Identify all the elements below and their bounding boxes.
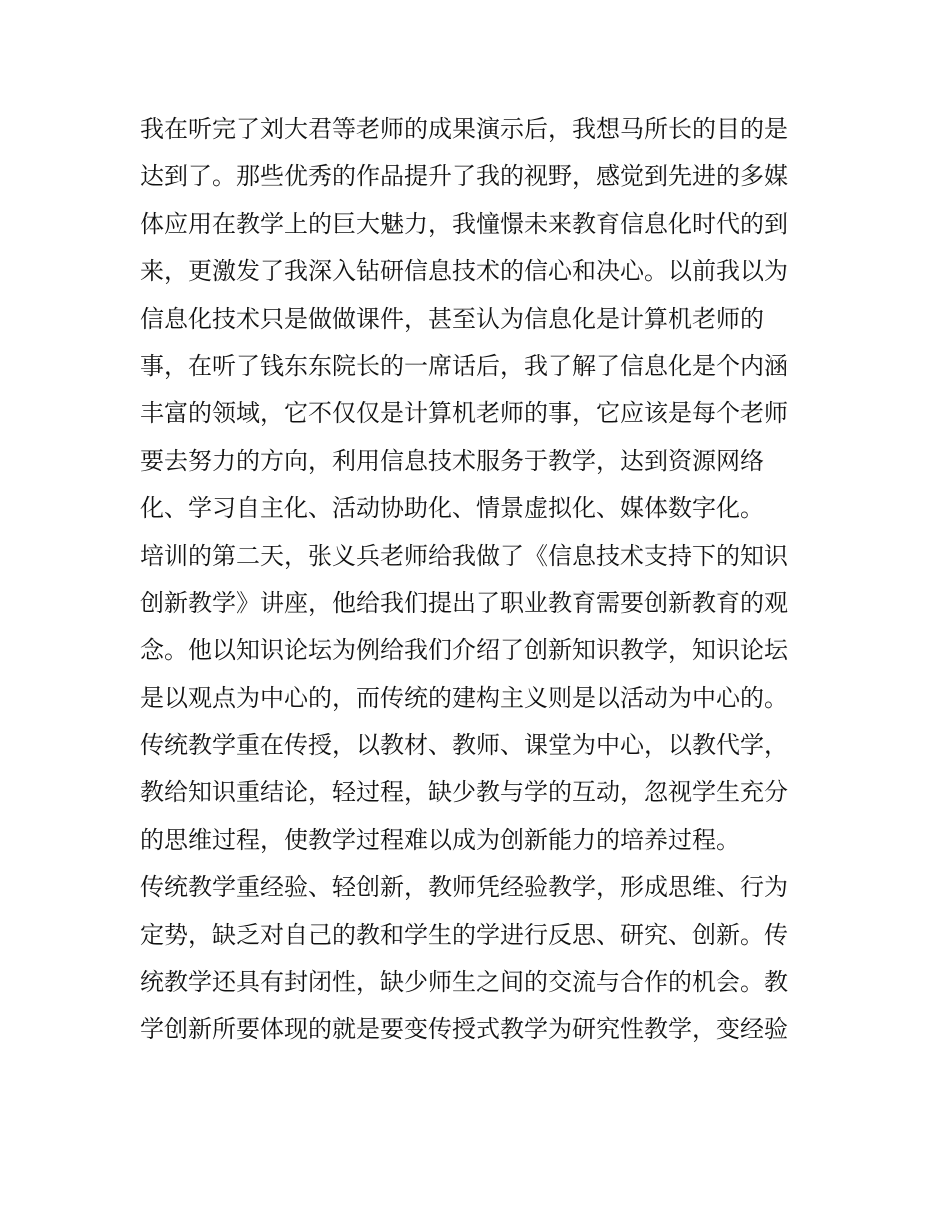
text-line-2: 达到了。那些优秀的作品提升了我的视野，感觉到先进的多媒	[140, 162, 788, 191]
text-line-5: 信息化技术只是做做课件，甚至认为信息化是计算机老师的	[140, 304, 764, 333]
document-body	[140, 106, 812, 1054]
text-line-18: 定势，缺乏对自己的教和学生的学进行反思、研究、创新。传	[140, 920, 788, 949]
text-line-12: 念。他以知识论坛为例给我们介绍了创新知识教学，知识论坛	[140, 636, 788, 665]
text-line-6: 事，在听了钱东东院长的一席话后，我了解了信息化是个内涵	[140, 351, 788, 380]
text-line-4: 来，更激发了我深入钻研信息技术的信心和决心。以前我以为	[140, 257, 788, 286]
text-line-15: 教给知识重结论，轻过程，缺少教与学的互动，忽视学生充分	[140, 778, 788, 807]
text-line-20: 学创新所要体现的就是要变传授式教学为研究性教学，变经验	[140, 1015, 788, 1044]
text-line-1: 我在听完了刘大君等老师的成果演示后，我想马所长的目的是	[140, 115, 788, 143]
text-line-8: 要去努力的方向，利用信息技术服务于教学，达到资源网络	[140, 446, 764, 475]
text-line-10: 培训的第二天，张义兵老师给我做了《信息技术支持下的知识	[140, 541, 788, 570]
text-line-17: 传统教学重经验、轻创新，教师凭经验教学，形成思维、行为	[140, 873, 788, 902]
text-line-13: 是以观点为中心的，而传统的建构主义则是以活动为中心的。	[140, 683, 788, 712]
text-line-19: 统教学还具有封闭性，缺少师生之间的交流与合作的机会。教	[140, 968, 788, 997]
text-line-16: 的思维过程，使教学过程难以成为创新能力的培养过程。	[140, 825, 740, 854]
text-line-9: 化、学习自主化、活动协助化、情景虚拟化、媒体数字化。	[140, 494, 764, 523]
text-line-14: 传统教学重在传授，以教材、教师、课堂为中心，以教代学，	[140, 731, 788, 760]
text-line-3: 体应用在教学上的巨大魅力，我憧憬未来教育信息化时代的到	[140, 209, 788, 238]
text-line-7: 丰富的领域，它不仅仅是计算机老师的事，它应该是每个老师	[140, 399, 788, 428]
text-line-11: 创新教学》讲座，他给我们提出了职业教育需要创新教育的观	[140, 588, 788, 617]
